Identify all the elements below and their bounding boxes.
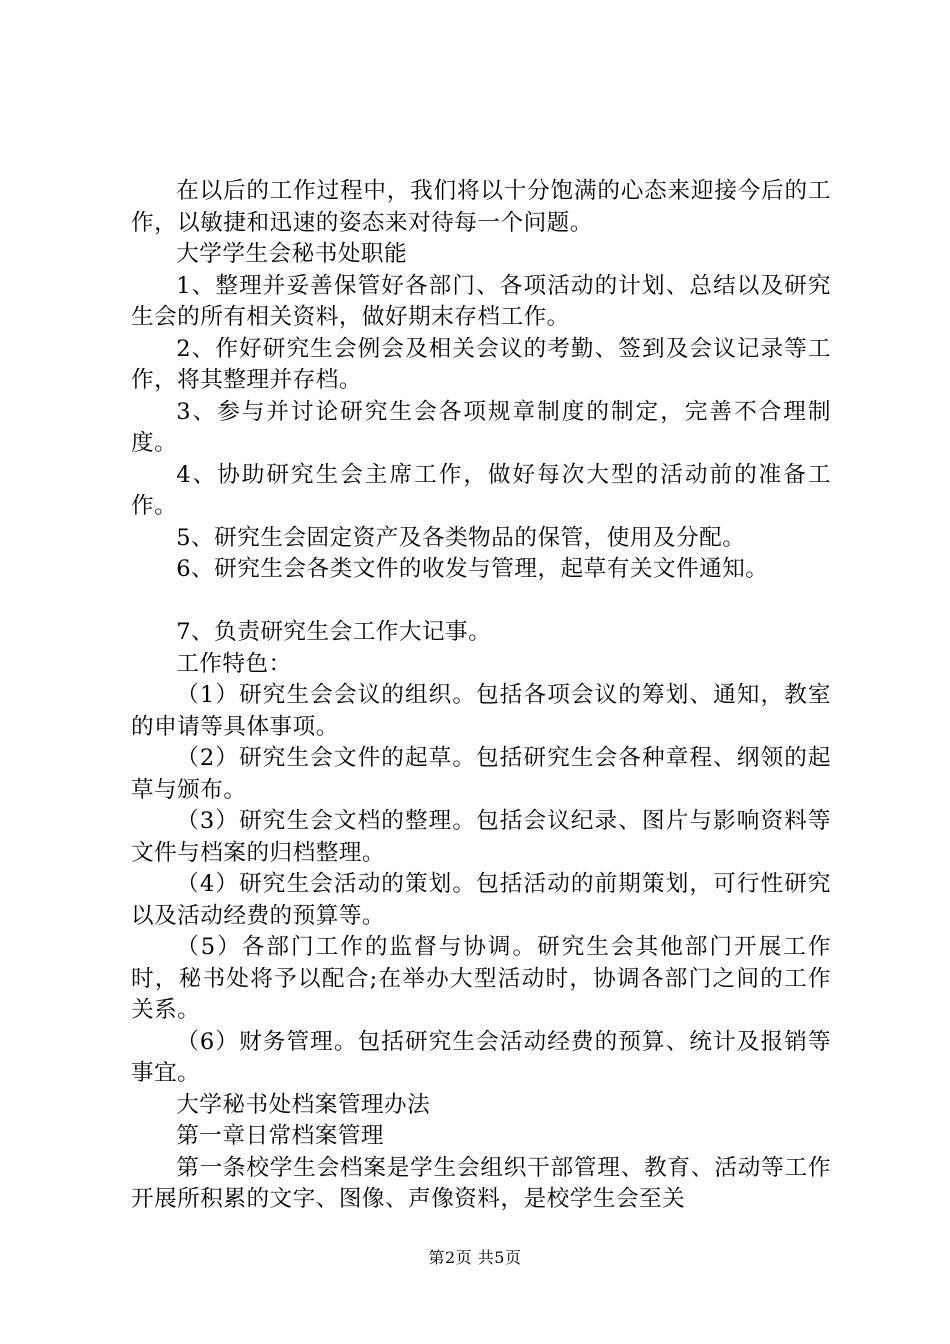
feature-item-1: （1）研究生会会议的组织。包括各项会议的筹划、通知，教室的申请等具体事项。 — [131, 682, 831, 740]
feature-item-2: （2）研究生会文件的起草。包括研究生会各种章程、纲领的起草与颁布。 — [131, 745, 831, 803]
section-heading-secretariat-duties: 大学学生会秘书处职能 — [176, 241, 408, 267]
document-body — [131, 176, 831, 1216]
duty-item-7: 7、负责研究生会工作大记事。 — [176, 619, 492, 645]
paragraph-gap — [131, 586, 831, 618]
paragraph-closing: 在以后的工作过程中，我们将以十分饱满的心态来迎接今后的工作，以敏捷和迅速的姿态来对待每一个问题。 — [131, 178, 831, 236]
duty-item-3: 3、参与并讨论研究生会各项规章制度的制定，完善不合理制度。 — [131, 398, 831, 456]
duty-item-6: 6、研究生会各类文件的收发与管理，起草有关文件通知。 — [176, 556, 769, 582]
feature-item-6: （6）财务管理。包括研究生会活动经费的预算、统计及报销等事宜。 — [131, 1028, 831, 1086]
duty-item-5: 5、研究生会固定资产及各类物品的保管，使用及分配。 — [176, 524, 746, 551]
feature-item-4: （4）研究生会活动的策划。包括活动的前期策划，可行性研究以及活动经费的预算等。 — [131, 871, 831, 929]
article-1: 第一条校学生会档案是学生会组织干部管理、教育、活动等工作开展所积累的文字、图像、声像资料，是校学生会至关 — [131, 1154, 831, 1212]
page-number-footer: 第2页 共5页 — [428, 1248, 522, 1267]
section-heading-archive-rules: 大学秘书处档案管理办法 — [176, 1091, 431, 1118]
chapter-heading-1: 第一章日常档案管理 — [176, 1123, 385, 1149]
feature-item-5: （5）各部门工作的监督与协调。研究生会其他部门开展工作时，秘书处将予以配合;在举办大型活动时，协调各部门之间的工作关系。 — [131, 934, 831, 1023]
duty-item-1: 1、整理并妥善保管好各部门、各项活动的计划、总结以及研究生会的所有相关资料，做好期末存档工作。 — [131, 272, 831, 330]
duty-item-4: 4、协助研究生会主席工作，做好每次大型的活动前的准备工作。 — [131, 461, 831, 519]
feature-item-3: （3）研究生会文档的整理。包括会议纪录、图片与影响资料等文件与档案的归档整理。 — [131, 808, 831, 866]
duty-item-2: 2、作好研究生会例会及相关会议的考勤、签到及会议记录等工作，将其整理并存档。 — [131, 335, 831, 393]
section-heading-work-features: 工作特色： — [176, 650, 292, 677]
